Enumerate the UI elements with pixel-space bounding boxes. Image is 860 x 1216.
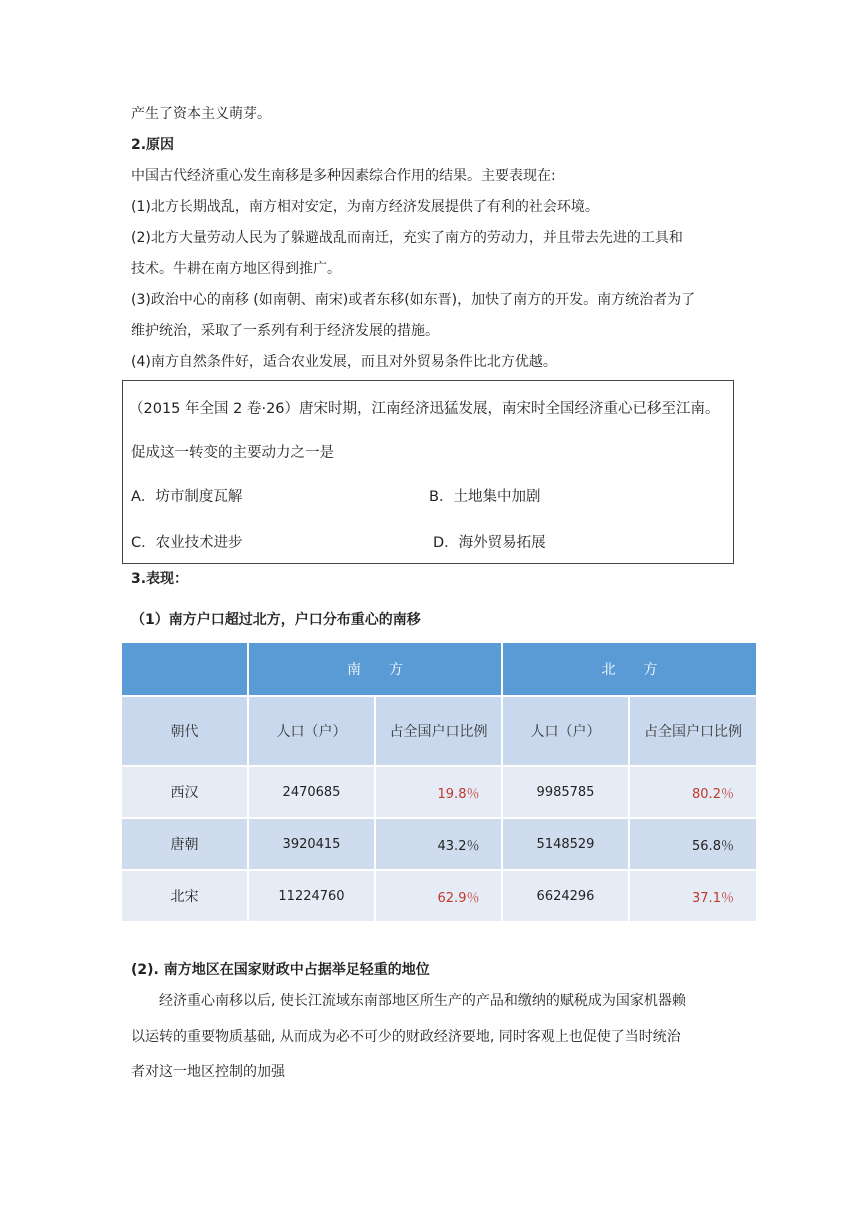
- north-pop-cell: 6624296: [502, 870, 629, 921]
- column-header-dynasty: 朝代: [122, 696, 248, 766]
- north-pct-cell: 37.1％: [692, 890, 734, 906]
- north-pop-cell: 9985785: [502, 766, 629, 818]
- group-header-south: 南 方: [248, 643, 502, 696]
- reason-2-line1: (2)北方大量劳动人民为了躲避战乱而南迁，充实了南方的劳动力，并且带去先进的工具和: [131, 230, 683, 246]
- south-pop-cell: 2470685: [248, 766, 375, 818]
- reason-4: (4)南方自然条件好，适合农业发展，而且对外贸易条件比北方优越。: [131, 354, 557, 370]
- section-3-sub1: （1）南方户口超过北方，户口分布重心的南移: [131, 612, 421, 628]
- north-pct-cell: 56.8％: [692, 838, 734, 854]
- south-pop-cell: 3920415: [248, 818, 375, 870]
- line-intro-tail: 产生了资本主义萌芽。: [131, 106, 271, 122]
- south-pct-cell: 62.9％: [437, 890, 480, 906]
- option-c: C．农业技术进步: [131, 535, 243, 551]
- south-pct-cell: 43.2％: [437, 838, 480, 854]
- finance-paragraph-line2: 以运转的重要物质基础, 从而成为必不可少的财政经济要地, 同时客观上也促使了当时统治: [131, 1029, 681, 1045]
- question-stem-line1: （2015 年全国 2 卷·26）唐宋时期，江南经济迅猛发展，南宋时全国经济重心已移至江南。: [129, 401, 720, 417]
- table-row: [122, 818, 756, 870]
- section-3-heading: 3.表现：: [131, 571, 189, 587]
- column-header-south-pct: 占全国户口比例: [375, 696, 502, 766]
- south-pop-cell: 11224760: [248, 870, 375, 921]
- column-header-north-pct: 占全国户口比例: [629, 696, 756, 766]
- table-row: [122, 870, 756, 921]
- population-table: [122, 643, 756, 921]
- question-stem-line2: 促成这一转变的主要动力之一是: [131, 445, 334, 461]
- dynasty-cell: 北宋: [122, 870, 248, 921]
- dynasty-cell: 西汉: [122, 766, 248, 818]
- option-d: D．海外贸易拓展: [433, 535, 546, 551]
- column-header-south-pop: 人口（户）: [248, 696, 375, 766]
- south-pct-cell: 19.8％: [437, 786, 480, 802]
- exam-question-box: [122, 380, 734, 564]
- option-a: A．坊市制度瓦解: [131, 489, 243, 505]
- table-group-header-row: [122, 643, 756, 696]
- table-corner-cell: [122, 643, 248, 696]
- section-2-lead: 中国古代经济重心发生南移是多种因素综合作用的结果。主要表现在:: [131, 168, 556, 184]
- reason-3-line1: (3)政治中心的南移 (如南朝、南宋)或者东移(如东晋)，加快了南方的开发。南方统治者为了: [131, 292, 696, 308]
- section-3-sub2: (2). 南方地区在国家财政中占据举足轻重的地位: [131, 962, 430, 978]
- north-pop-cell: 5148529: [502, 818, 629, 870]
- reason-1: (1)北方长期战乱，南方相对安定，为南方经济发展提供了有利的社会环境。: [131, 199, 599, 215]
- dynasty-cell: 唐朝: [122, 818, 248, 870]
- reason-2-line2: 技术。牛耕在南方地区得到推广。: [131, 261, 341, 277]
- option-b: B．土地集中加剧: [429, 489, 541, 505]
- finance-paragraph-line3: 者对这一地区控制的加强: [131, 1064, 285, 1080]
- finance-paragraph-line1: 经济重心南移以后, 使长江流域东南部地区所生产的产品和缴纳的赋税成为国家机器赖: [159, 993, 686, 1009]
- table-column-header-row: [122, 696, 756, 766]
- north-pct-cell: 80.2％: [692, 786, 734, 802]
- reason-3-line2: 维护统治，采取了一系列有利于经济发展的措施。: [131, 323, 439, 339]
- table-row: [122, 766, 756, 818]
- group-header-north: 北 方: [502, 643, 756, 696]
- column-header-north-pop: 人口（户）: [502, 696, 629, 766]
- section-2-heading: 2.原因: [131, 137, 175, 153]
